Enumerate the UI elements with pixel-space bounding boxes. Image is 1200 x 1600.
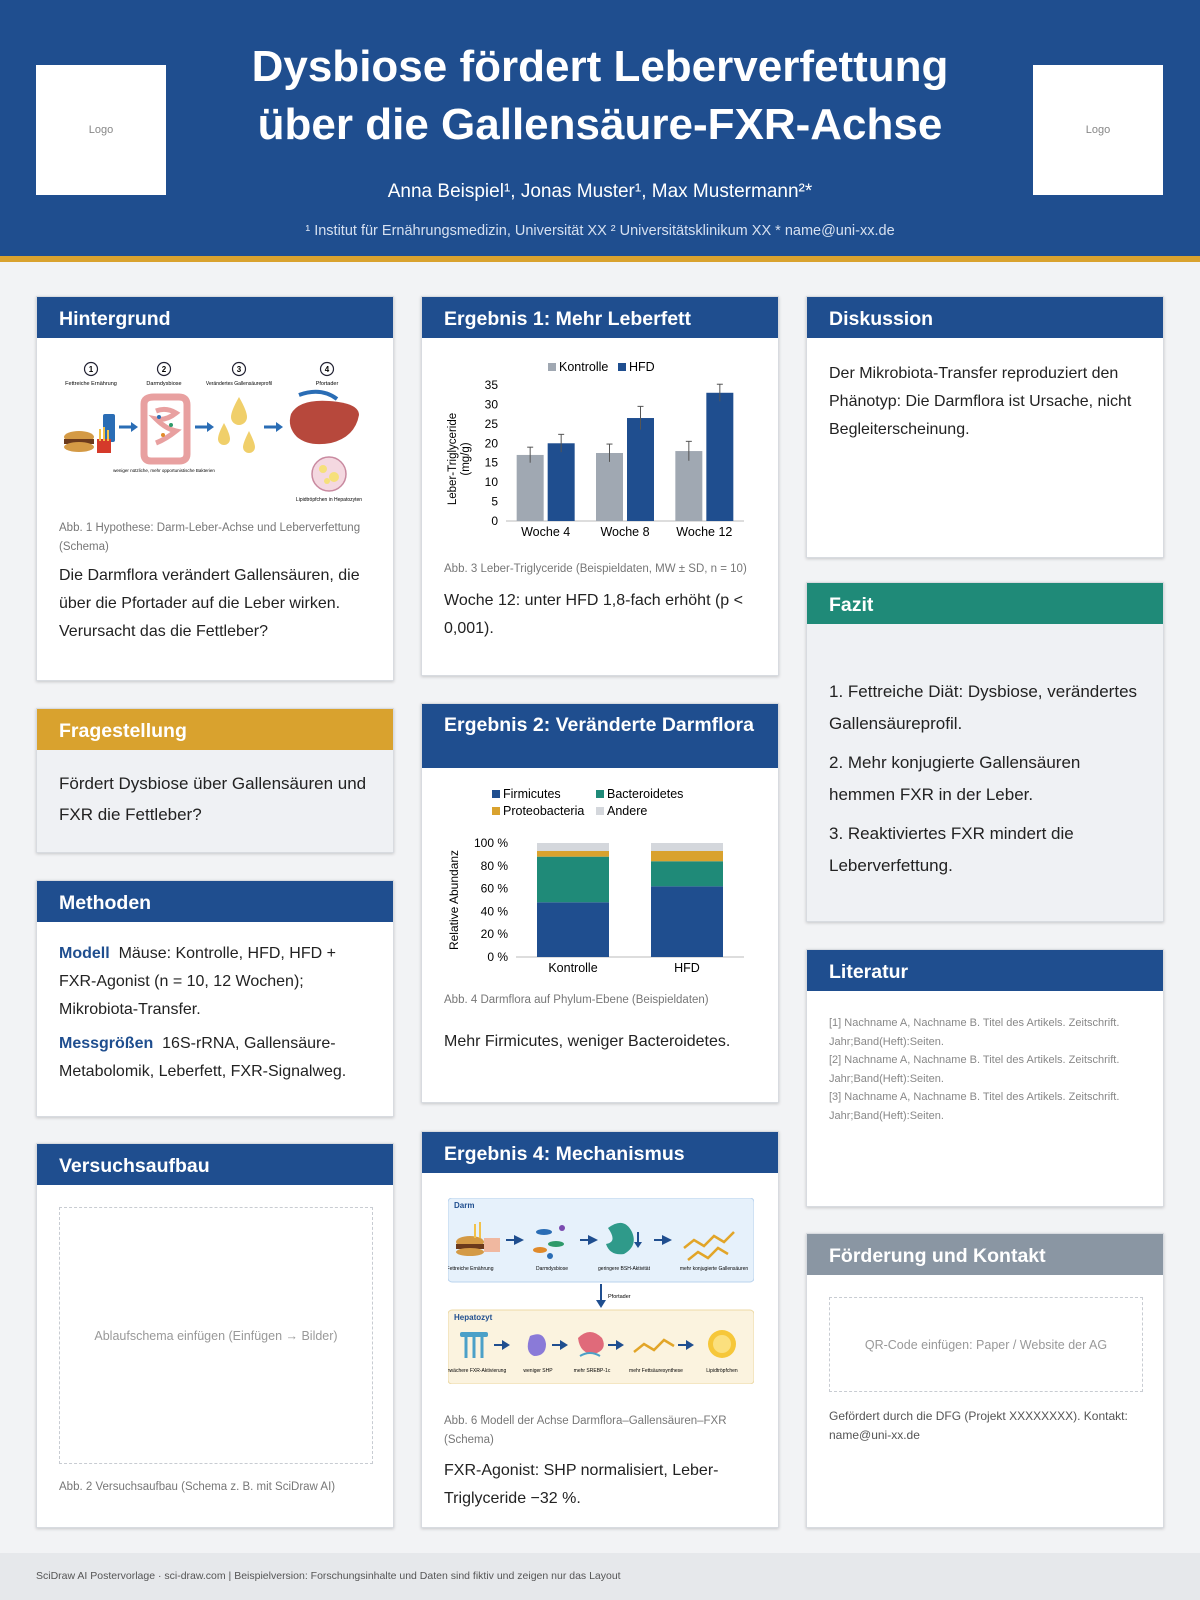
measures-label: Messgrößen xyxy=(59,1035,154,1052)
reference-item: [2] Nachname A, Nachname B. Titel des Artikels. Zeitschrift. Jahr;Band(Heft):Seiten. xyxy=(829,1054,1120,1085)
legend-label: Bacteroidetes xyxy=(607,787,684,801)
label-ernaehrung: Fettreiche Ernährung xyxy=(65,381,117,387)
card-heading: Ergebnis 1: Mehr Leberfett xyxy=(422,297,778,338)
card-ergebnis-2 xyxy=(421,703,779,1103)
fast-food-icon xyxy=(64,414,115,453)
hypothesis-figure xyxy=(59,359,373,504)
step-1: 1 xyxy=(88,365,94,374)
method-measures xyxy=(59,1030,371,1086)
method-model xyxy=(59,940,371,1024)
footer: SciDraw AI Postervorlage · sci-draw.com | Beispielversion: Forschungsinhalte und Daten sind fiktiv und zeigen nur das Layout xyxy=(0,1553,1200,1600)
bar-segment-bacteroidetes xyxy=(651,861,723,886)
lipid-droplet-icon xyxy=(708,1330,736,1358)
model-text: Mäuse: Kontrolle, HFD, HFD + FXR-Agonist (n = 10, 12 Wochen); Mikrobiota-Transfer. xyxy=(59,945,336,1018)
card-heading: Diskussion xyxy=(807,297,1163,338)
figure-caption: Abb. 3 Leber-Triglyceride (Beispieldaten, MW ± SD, n = 10) xyxy=(444,563,747,575)
card-heading: Ergebnis 4: Mechanismus xyxy=(422,1132,778,1173)
title-line-1: Dysbiose fördert Leberverfettung xyxy=(251,42,949,91)
label-dysbiose: Darmdysbiose xyxy=(146,381,182,387)
y-tick-label: 20 xyxy=(484,436,498,451)
bar-kontrolle xyxy=(596,453,623,521)
authors: Anna Beispiel¹, Jonas Muster¹, Max Mustermann²* xyxy=(387,181,813,202)
card-versuchsaufbau xyxy=(36,1143,394,1528)
bar-segment-andere xyxy=(537,843,609,851)
y-tick-label: 10 xyxy=(484,475,498,490)
card-fazit xyxy=(806,582,1164,922)
x-tick-label: Woche 12 xyxy=(676,525,733,539)
legend-label: Kontrolle xyxy=(559,360,609,374)
mechanism-figure xyxy=(448,1198,754,1384)
hep-step-5: Lipidtröpfchen xyxy=(706,1368,738,1374)
bile-acid-drops-icon xyxy=(218,397,255,453)
darm-step-3: geringere BSH-Aktivität xyxy=(598,1266,650,1272)
card-heading: Fazit xyxy=(807,583,1163,624)
logo-right: Logo xyxy=(1033,65,1163,195)
step-4: 4 xyxy=(324,365,330,374)
bar-segment-andere xyxy=(651,843,723,851)
hepatozyt-label: Hepatozyt xyxy=(454,1313,493,1322)
darm-step-2: Darmdysbiose xyxy=(536,1266,568,1272)
card-fragestellung xyxy=(36,708,394,853)
y-tick-label: 5 xyxy=(491,494,498,509)
step-3: 3 xyxy=(236,365,242,374)
darm-step-4: mehr konjugierte Gallensäuren xyxy=(679,1266,749,1272)
bar-segment-proteobacteria xyxy=(537,851,609,857)
title-line-2: über die Gallensäure-FXR-Achse xyxy=(257,100,943,149)
bar-segment-proteobacteria xyxy=(651,851,723,861)
conclusion-item: 3. Reaktiviertes FXR mindert die Leberverfettung. xyxy=(829,824,1074,875)
y-axis-label: Relative Abundanz xyxy=(447,849,461,951)
card-heading: Methoden xyxy=(37,881,393,922)
affiliations: ¹ Institut für Ernährungsmedizin, Universität XX ² Universitätsklinikum XX * name@uni-xx.de xyxy=(305,223,895,239)
bar-segment-firmicutes xyxy=(651,886,723,957)
darm-label: Darm xyxy=(454,1201,475,1210)
intestine-icon xyxy=(144,397,187,461)
reference-item: [3] Nachname A, Nachname B. Titel des Artikels. Zeitschrift. Jahr;Band(Heft):Seiten. xyxy=(829,1091,1120,1122)
card-heading: Förderung und Kontakt xyxy=(807,1234,1163,1275)
legend-label: Andere xyxy=(607,804,648,818)
reference-item: [1] Nachname A, Nachname B. Titel des Artikels. Zeitschrift. Jahr;Band(Heft):Seiten. xyxy=(829,1017,1120,1048)
legend-swatch xyxy=(492,790,500,798)
darm-step-1: Fettreiche Ernährung xyxy=(448,1266,494,1272)
bar-hfd xyxy=(548,443,575,521)
card-heading: Fragestellung xyxy=(37,709,393,750)
figure-caption: Abb. 4 Darmflora auf Phylum-Ebene (Beispieldaten) xyxy=(444,994,709,1006)
figure-caption: Abb. 1 Hypothese: Darm-Leber-Achse und Leberverfettung (Schema) xyxy=(59,522,361,553)
legend-swatch xyxy=(618,363,626,371)
bar-segment-firmicutes xyxy=(537,902,609,957)
y-tick-label: 30 xyxy=(484,397,498,412)
y-tick-label: 60 % xyxy=(480,881,508,896)
bar-hfd xyxy=(627,418,654,521)
y-tick-label: 25 xyxy=(484,416,498,431)
background-text: Die Darmflora verändert Gallensäuren, die über die Pfortader auf die Leber wirken. Verursacht das die Fettleber? xyxy=(59,567,360,640)
y-tick-label: 40 % xyxy=(480,904,508,919)
note-bacteria: weniger nützliche, mehr opportunistische Bakterien xyxy=(113,468,215,473)
y-axis-label: Leber-Triglyceride(mg/g) xyxy=(447,412,472,506)
pfortader-label: Pfortader xyxy=(608,1294,631,1300)
legend-swatch xyxy=(596,807,604,815)
legend-swatch xyxy=(596,790,604,798)
figure-caption: Abb. 2 Versuchsaufbau (Schema z. B. mit SciDraw AI) xyxy=(59,1481,336,1493)
step-2: 2 xyxy=(161,365,167,374)
card-methoden xyxy=(36,880,394,1117)
y-tick-label: 0 % xyxy=(487,950,508,964)
x-tick-label: Kontrolle xyxy=(548,961,598,975)
card-heading: Literatur xyxy=(807,950,1163,991)
measures-text: 16S-rRNA, Gallensäure-Metabolomik, Leberfett, FXR-Signalweg. xyxy=(59,1035,347,1080)
card-heading: Ergebnis 2: Veränderte Darmflora xyxy=(422,704,778,768)
legend-swatch xyxy=(548,363,556,371)
research-question: Fördert Dysbiose über Gallensäuren und FXR die Fettleber? xyxy=(59,774,367,824)
qr-code-placeholder[interactable]: QR-Code einfügen: Paper / Website der AG xyxy=(829,1297,1143,1392)
y-tick-label: 35 xyxy=(484,378,498,392)
liver-icon xyxy=(290,392,359,491)
hep-step-4: mehr Fettsäuresynthese xyxy=(629,1368,683,1374)
card-hintergrund xyxy=(36,296,394,681)
poster-header xyxy=(0,0,1200,262)
bar-segment-bacteroidetes xyxy=(537,857,609,903)
card-literatur xyxy=(806,949,1164,1207)
legend-label: Proteobacteria xyxy=(503,804,585,818)
bar-kontrolle xyxy=(675,451,702,521)
card-ergebnis-4 xyxy=(421,1131,779,1528)
microbiota-chart xyxy=(444,786,764,986)
card-ergebnis-1 xyxy=(421,296,779,676)
card-foerderung xyxy=(806,1233,1164,1528)
bar-kontrolle xyxy=(517,455,544,521)
note-liver: Lipidtröpfchen in Hepatozyten xyxy=(295,497,363,503)
x-tick-label: HFD xyxy=(674,961,700,975)
card-heading: Hintergrund xyxy=(37,297,393,338)
hep-step-2: weniger SHP xyxy=(523,1368,553,1374)
card-diskussion xyxy=(806,296,1164,558)
label-gallensaeure: Verändertes Gallensäureprofil xyxy=(205,381,273,387)
logo-left: Logo xyxy=(36,65,166,195)
y-tick-label: 80 % xyxy=(480,858,508,873)
legend-label: Firmicutes xyxy=(503,787,561,801)
hep-step-3: mehr SREBP-1c xyxy=(573,1368,611,1374)
discussion-text: Der Mikrobiota-Transfer reproduziert den Phänotyp: Die Darmflora ist Ursache, nicht Begleiterscheinung. xyxy=(829,365,1132,438)
funding-text: Gefördert durch die DFG (Projekt XXXXXXXX). Kontakt: name@uni-xx.de xyxy=(829,1409,1128,1442)
x-tick-label: Woche 4 xyxy=(521,525,571,539)
y-tick-label: 100 % xyxy=(473,836,508,850)
label-pfortader: Pfortader xyxy=(315,381,339,387)
result-text: Woche 12: unter HFD 1,8-fach erhöht (p < 0,001). xyxy=(444,591,743,637)
triglyceride-chart xyxy=(444,357,764,557)
conclusion-item: 1. Fettreiche Diät: Dysbiose, verändertes Gallensäureprofil. xyxy=(829,682,1138,733)
result-text: Mehr Firmicutes, weniger Bacteroidetes. xyxy=(444,1032,731,1050)
model-label: Modell xyxy=(59,945,110,962)
card-heading: Versuchsaufbau xyxy=(37,1144,393,1185)
bar-hfd xyxy=(706,393,733,521)
x-tick-label: Woche 8 xyxy=(600,525,650,539)
legend-swatch xyxy=(492,807,500,815)
legend-label: HFD xyxy=(629,360,655,374)
y-tick-label: 15 xyxy=(484,455,498,470)
hep-step-1: schwächere FXR-Aktivierung xyxy=(448,1368,507,1374)
figure-caption: Abb. 6 Modell der Achse Darmflora–Gallensäuren–FXR (Schema) xyxy=(444,1415,727,1446)
conclusion-item: 2. Mehr konjugierte Gallensäuren hemmen FXR in der Leber. xyxy=(829,753,1081,804)
result-text: FXR-Agonist: SHP normalisiert, Leber-Triglyceride −32 %. xyxy=(444,1462,719,1507)
poster-title xyxy=(200,38,1000,154)
y-tick-label: 20 % xyxy=(480,927,508,942)
image-placeholder[interactable]: Ablaufschema einfügen (Einfügen → Bilder) xyxy=(59,1207,373,1464)
y-tick-label: 0 xyxy=(491,514,498,528)
step-number-icons xyxy=(85,363,334,376)
